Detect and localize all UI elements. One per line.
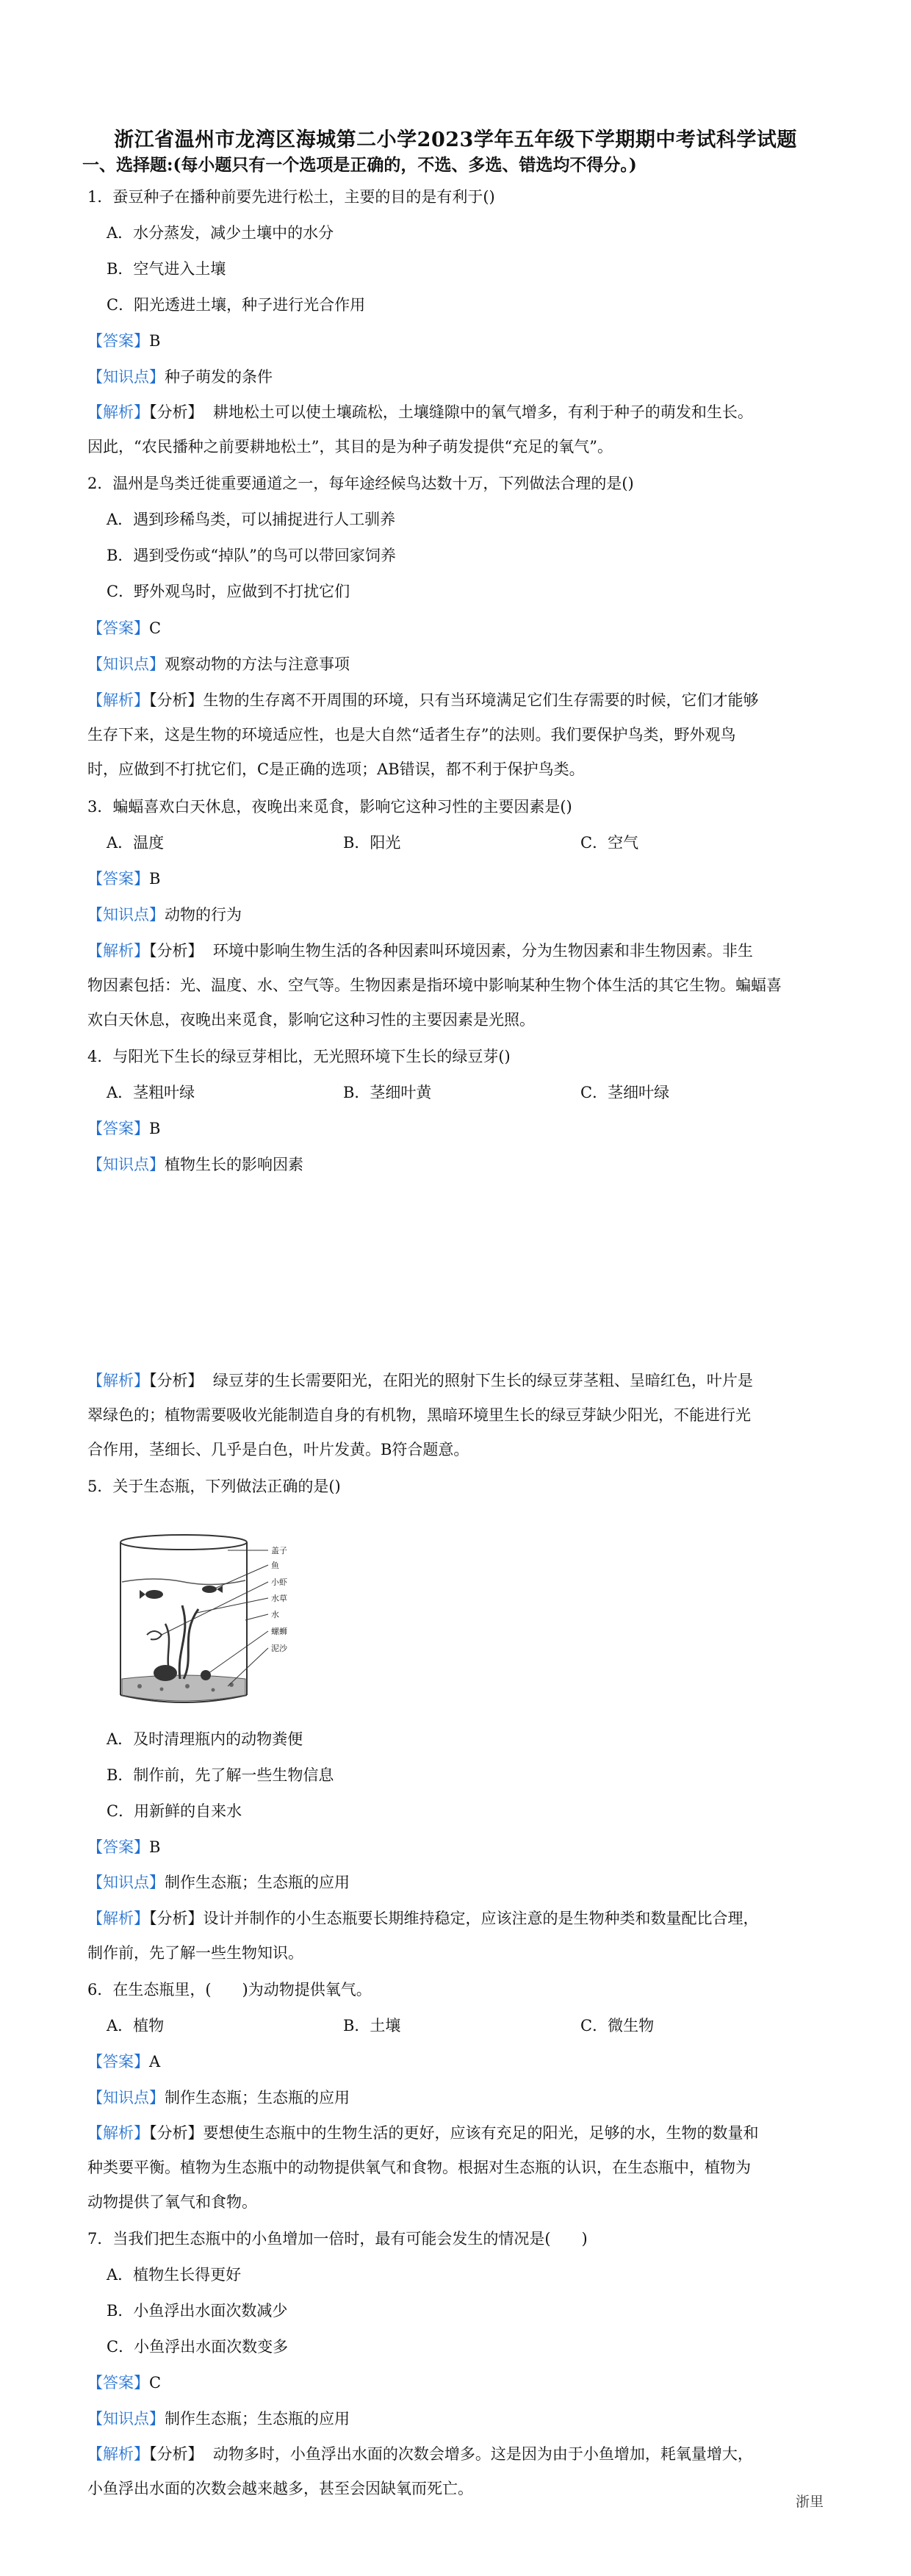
fig-label-6: 泥沙 bbox=[271, 1644, 287, 1653]
question-4-analysis bbox=[87, 1370, 829, 1392]
question-2-analysis-line2: 生存下来，这是生物的环境适应性，也是大自然“适者生存”的法则。我们要保护鸟类，野外观鸟 bbox=[87, 726, 736, 744]
question-7-option-a: A．植物生长得更好 bbox=[107, 2266, 242, 2284]
question-6-option-b: B．土壤 bbox=[343, 2017, 401, 2034]
question-4-analysis-line2: 翠绿色的；植物需要吸收光能制造自身的有机物，黑暗环境里生长的绿豆芽缺少阳光，不能进行光 bbox=[87, 1406, 751, 1424]
fig-label-4: 水 bbox=[271, 1610, 279, 1619]
question-5-option-a: A．及时清理瓶内的动物粪便 bbox=[107, 1730, 303, 1748]
question-6-analysis-line3: 动物提供了氧气和食物。 bbox=[87, 2193, 257, 2211]
ecosystem-bottle-figure bbox=[110, 1532, 331, 1712]
question-3-option-c: C．空气 bbox=[580, 834, 639, 852]
analysis-text: 生物的生存离不开周围的环境，只有当环境满足它们生存需要的时候，它们才能够 bbox=[203, 691, 759, 709]
knowledge-tag: 【知识点】 bbox=[87, 368, 165, 386]
question-4-option-a: A．茎粗叶绿 bbox=[107, 1084, 195, 1101]
question-4-option-b: B．茎细叶黄 bbox=[343, 1084, 432, 1101]
question-5-stem: 5．关于生态瓶，下列做法正确的是() bbox=[87, 1478, 341, 1495]
answer-tag: 【答案】 bbox=[87, 870, 149, 888]
analysis-tag: 【解析】 bbox=[87, 1372, 149, 1389]
analysis-tag: 【解析】 bbox=[87, 691, 149, 709]
knowledge-tag: 【知识点】 bbox=[87, 1156, 165, 1173]
analysis-tag: 【解析】 bbox=[87, 942, 149, 960]
answer-value: B bbox=[149, 332, 161, 350]
question-5-knowledge bbox=[87, 1871, 829, 1893]
question-7-option-c: C．小鱼浮出水面次数变多 bbox=[107, 2338, 289, 2356]
question-7-analysis bbox=[87, 2443, 829, 2465]
knowledge-tag: 【知识点】 bbox=[87, 906, 165, 924]
answer-value: C bbox=[149, 2374, 162, 2392]
analysis-text: 设计并制作的小生态瓶要长期维持稳定，应该注意的是生物种类和数量配比合理， bbox=[203, 1910, 759, 1927]
fig-label-5: 螺蛳 bbox=[271, 1627, 287, 1636]
answer-value: C bbox=[149, 619, 162, 637]
question-1-analysis bbox=[87, 401, 829, 423]
fig-label-3: 水草 bbox=[271, 1594, 287, 1603]
question-2-analysis bbox=[87, 689, 829, 711]
analysis-text: 耕地松土可以使土壤疏松，土壤缝隙中的氧气增多，有利于种子的萌发和生长。 bbox=[212, 403, 753, 421]
question-4-stem: 4．与阳光下生长的绿豆芽相比，无光照环境下生长的绿豆芽() bbox=[87, 1048, 511, 1065]
answer-value: B bbox=[149, 870, 161, 888]
question-3-analysis-line2: 物因素包括：光、温度、水、空气等。生物因素是指环境中影响某种生物个体生活的其它生物。蝙蝠喜 bbox=[87, 976, 782, 994]
question-1-option-a: A．水分蒸发，减少土壤中的水分 bbox=[107, 224, 334, 242]
knowledge-value: 种子萌发的条件 bbox=[165, 368, 273, 386]
analysis-tag: 【解析】 bbox=[87, 2124, 149, 2142]
question-6-answer bbox=[87, 2051, 829, 2073]
page-title: 浙江省温州市龙湾区海城第二小学2023学年五年级下学期期中考试科学试题 bbox=[114, 129, 797, 151]
answer-value: A bbox=[149, 2053, 161, 2070]
question-7-stem: 7．当我们把生态瓶中的小鱼增加一倍时，最有可能会发生的情况是( ) bbox=[87, 2230, 588, 2248]
answer-tag: 【答案】 bbox=[87, 2053, 149, 2070]
question-7-option-b: B．小鱼浮出水面次数减少 bbox=[107, 2302, 288, 2320]
question-4-knowledge bbox=[87, 1154, 829, 1176]
question-1-option-b: B．空气进入土壤 bbox=[107, 260, 226, 278]
question-4-analysis-line3: 合作用，茎细长、几乎是白色，叶片发黄。B符合题意。 bbox=[87, 1441, 469, 1458]
question-6-analysis-line2: 种类要平衡。植物为生态瓶中的动物提供氧气和食物。根据对生态瓶的认识，在生态瓶中，植物为 bbox=[87, 2159, 751, 2176]
question-6-analysis bbox=[87, 2122, 829, 2144]
question-1-stem: 1．蚕豆种子在播种前要先进行松土，主要的目的是有利于() bbox=[87, 188, 495, 206]
fenxi-tag: 【分析】 bbox=[149, 691, 204, 709]
knowledge-value: 动物的行为 bbox=[165, 906, 242, 924]
fenxi-tag: 【分析】 bbox=[149, 403, 204, 421]
analysis-text: 绿豆芽的生长需要阳光，在阳光的照射下生长的绿豆芽茎粗、呈暗红色，叶片是 bbox=[212, 1372, 753, 1389]
knowledge-tag: 【知识点】 bbox=[87, 655, 165, 673]
analysis-tag: 【解析】 bbox=[87, 2445, 149, 2463]
question-5-answer bbox=[87, 1836, 829, 1858]
question-2-stem: 2．温州是鸟类迁徙重要通道之一，每年途经候鸟达数十万，下列做法合理的是() bbox=[87, 475, 634, 492]
answer-tag: 【答案】 bbox=[87, 1120, 149, 1137]
fig-label-1: 鱼 bbox=[271, 1561, 279, 1570]
question-2-option-a: A．遇到珍稀鸟类，可以捕捉进行人工驯养 bbox=[107, 511, 396, 528]
knowledge-value: 观察动物的方法与注意事项 bbox=[165, 655, 350, 673]
answer-value: B bbox=[149, 1120, 161, 1137]
question-6-option-c: C．微生物 bbox=[580, 2017, 655, 2034]
knowledge-tag: 【知识点】 bbox=[87, 1874, 165, 1891]
question-7-knowledge bbox=[87, 2408, 829, 2430]
fenxi-tag: 【分析】 bbox=[149, 942, 204, 960]
analysis-text: 要想使生态瓶中的生物生活的更好，应该有充足的阳光，足够的水，生物的数量和 bbox=[203, 2124, 759, 2142]
question-2-answer bbox=[87, 617, 829, 639]
question-6-stem: 6．在生态瓶里，( )为动物提供氧气。 bbox=[87, 1981, 372, 1998]
question-3-stem: 3．蝙蝠喜欢白天休息，夜晚出来觅食，影响它这种习性的主要因素是() bbox=[87, 798, 572, 816]
page-footer: 浙里 bbox=[796, 2494, 824, 2510]
question-3-analysis bbox=[87, 940, 829, 962]
fig-label-2: 小虾 bbox=[271, 1577, 287, 1587]
knowledge-tag: 【知识点】 bbox=[87, 2089, 165, 2107]
question-7-analysis-line2: 小鱼浮出水面的次数会越来越多，甚至会因缺氧而死亡。 bbox=[87, 2480, 473, 2497]
question-4-answer bbox=[87, 1118, 829, 1140]
question-5-analysis bbox=[87, 1907, 829, 1929]
question-3-analysis-line3: 欢白天休息，夜晚出来觅食，影响它这种习性的主要因素是光照。 bbox=[87, 1011, 535, 1029]
question-2-analysis-line3: 时，应做到不打扰它们，C是正确的选项；AB错误，都不利于保护鸟类。 bbox=[87, 760, 585, 778]
question-3-answer bbox=[87, 868, 829, 890]
question-2-option-c: C．野外观鸟时，应做到不打扰它们 bbox=[107, 583, 350, 600]
question-5-analysis-line2: 制作前，先了解一些生物知识。 bbox=[87, 1944, 303, 1962]
question-1-option-c: C．阳光透进土壤，种子进行光合作用 bbox=[107, 296, 366, 314]
question-1-answer bbox=[87, 330, 829, 352]
answer-tag: 【答案】 bbox=[87, 2374, 149, 2392]
question-4-option-c: C．茎细叶绿 bbox=[580, 1084, 670, 1101]
knowledge-value: 植物生长的影响因素 bbox=[165, 1156, 303, 1173]
fenxi-tag: 【分析】 bbox=[149, 2445, 204, 2463]
knowledge-tag: 【知识点】 bbox=[87, 2410, 165, 2428]
question-3-option-b: B．阳光 bbox=[343, 834, 401, 852]
analysis-tag: 【解析】 bbox=[87, 403, 149, 421]
question-1-knowledge bbox=[87, 366, 829, 388]
question-7-answer bbox=[87, 2372, 829, 2394]
answer-value: B bbox=[149, 1838, 161, 1856]
analysis-text: 动物多时，小鱼浮出水面的次数会增多。这是因为由于小鱼增加，耗氧量增大， bbox=[212, 2445, 753, 2463]
analysis-text: 环境中影响生物生活的各种因素叫环境因素，分为生物因素和非生物因素。非生 bbox=[212, 942, 753, 960]
question-3-option-a: A．温度 bbox=[107, 834, 165, 852]
answer-tag: 【答案】 bbox=[87, 332, 149, 350]
question-6-option-a: A．植物 bbox=[107, 2017, 165, 2034]
question-5-option-c: C．用新鲜的自来水 bbox=[107, 1802, 242, 1820]
question-6-knowledge bbox=[87, 2087, 829, 2109]
fig-label-0: 盖子 bbox=[271, 1546, 287, 1555]
answer-tag: 【答案】 bbox=[87, 1838, 149, 1856]
fenxi-tag: 【分析】 bbox=[149, 1372, 204, 1389]
knowledge-value: 制作生态瓶；生态瓶的应用 bbox=[165, 2089, 350, 2107]
knowledge-value: 制作生态瓶；生态瓶的应用 bbox=[165, 2410, 350, 2428]
analysis-tag: 【解析】 bbox=[87, 1910, 149, 1927]
knowledge-value: 制作生态瓶；生态瓶的应用 bbox=[165, 1874, 350, 1891]
fenxi-tag: 【分析】 bbox=[149, 2124, 204, 2142]
question-2-knowledge bbox=[87, 653, 829, 675]
question-3-knowledge bbox=[87, 904, 829, 926]
question-1-analysis-line2: 因此，“农民播种之前要耕地松土”，其目的是为种子萌发提供“充足的氧气”。 bbox=[87, 438, 613, 456]
question-2-option-b: B．遇到受伤或“掉队”的鸟可以带回家饲养 bbox=[107, 547, 396, 564]
section-heading: 一、选择题:(每小题只有一个选项是正确的，不选、多选、错选均不得分。) bbox=[82, 155, 637, 175]
answer-tag: 【答案】 bbox=[87, 619, 149, 637]
fenxi-tag: 【分析】 bbox=[149, 1910, 204, 1927]
question-5-option-b: B．制作前，先了解一些生物信息 bbox=[107, 1766, 334, 1784]
